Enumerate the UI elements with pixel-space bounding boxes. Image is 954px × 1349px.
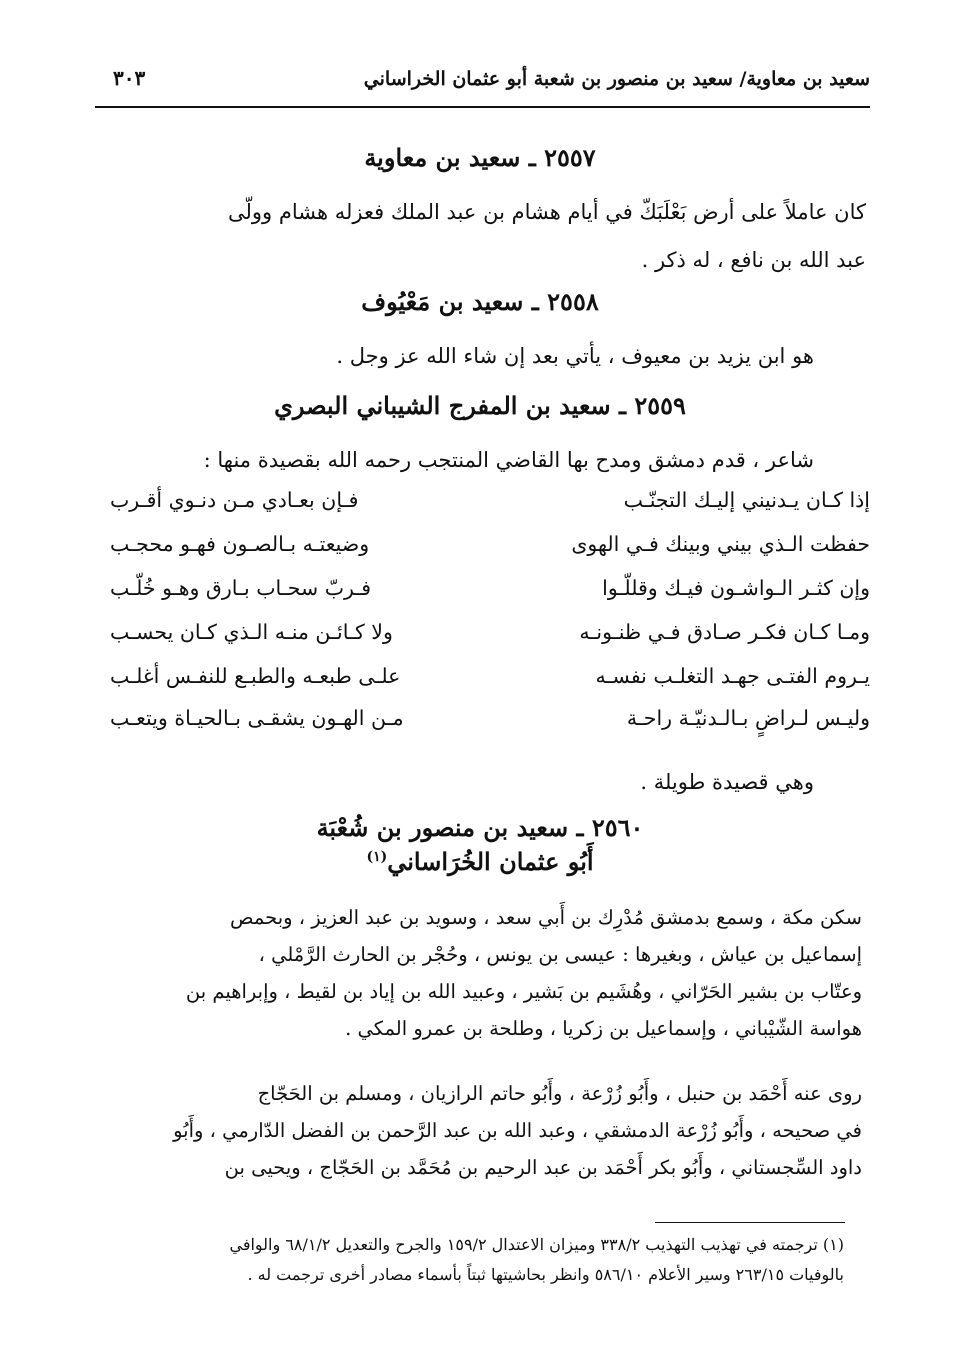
verse-second-hemistich: فـإن بعـادي مـن دنـوي أقـرب: [110, 488, 359, 512]
entry-heading-2559: ٢٥٥٩ ـ سعيد بن المفرج الشيباني البصري: [274, 391, 686, 420]
text-line: روى عنه أَحْمَد بن حنبل ، وأَبُو زُرْعة ، وأَبُو حاتم الرازيان ، ومسلم بن الحَجّاج: [257, 1082, 862, 1105]
verse-first-hemistich: حفظت الـذي بيني وبينك فـي الهوى: [571, 532, 870, 556]
footnote-line: (١) ترجمته في تهذيب التهذيب ٣٣٨/٢ وميزان الاعتدال ١٥٩/٢ والجرح والتعديل ٦٨/١/٢ والوافي: [229, 1235, 844, 1254]
text-line: إسماعيل بن عياش ، وبغيرها : عيسى بن يونس ، وحُجْر بن الحارث الرَّمْلي ،: [258, 943, 862, 966]
verse: [110, 488, 870, 528]
verse-second-hemistich: علـى طبعـه والطبـع للنفـس أغلـب: [110, 664, 401, 688]
text-line: عبد الله بن نافع ، له ذكر .: [641, 248, 866, 272]
footnote-rule: [655, 1222, 845, 1223]
verse-first-hemistich: إذا كـان يـدنيني إليـك التجنّـب: [623, 488, 870, 512]
verse: [110, 576, 870, 616]
entry-heading-2560: ٢٥٦٠ ـ سعيد بن منصور بن شُعْبَة: [316, 813, 644, 842]
footnote-line: بالوفيات ٢٦٣/١٥ وسير الأعلام ٥٨٦/١٠ وانظر بحاشيتها ثبتاً بأسماء مصادر أخرى ترجمت له .: [247, 1265, 844, 1284]
entry-body-2557: [96, 188, 866, 284]
text-line: شاعر ، قدم دمشق ومدح بها القاضي المنتجب رحمه الله بقصيدة منها :: [203, 448, 814, 472]
page-number: ٣٠٣: [113, 66, 146, 90]
verse-second-hemistich: مـن الهـون يشقـى بـالحيـاة ويتعـب: [110, 706, 404, 730]
text-line: هواسة الشّيْباني ، وإسماعيل بن زكريا ، وطلحة بن عمرو المكي .: [345, 1017, 862, 1040]
text-line: هو ابن يزيد بن معيوف ، يأتي بعد إن شاء الله عز وجل .: [336, 344, 814, 368]
running-head-title: سعيد بن معاوية/ سعيد بن منصور بن شعبة أبو عثمان الخراساني: [363, 68, 870, 90]
entry-body-2560-para1: [92, 899, 862, 1047]
poem: [110, 488, 870, 748]
verse-second-hemistich: فـربّ سحـاب بـارق وهـو خُلّـب: [110, 576, 372, 600]
verse-first-hemistich: وإن كثـر الـواشـون فيـك وقللّـوا: [602, 576, 870, 600]
header-rule: [95, 106, 870, 108]
verse-first-hemistich: يـروم الفتـى جهـد التغلـب نفسـه: [595, 664, 870, 688]
poem-closing: [44, 758, 814, 806]
text-line: كان عاملاً على أرض بَعْلَبَكّ في أيام هشام بن عبد الملك فعزله هشام وولّى: [228, 200, 866, 224]
verse-first-hemistich: ومـا كـان فكـر صـادق فـي ظنـونـه: [579, 620, 870, 644]
text-line: داود السِّجستاني ، وأَبُو بكر أَحْمَد بن عبد الرحيم بن مُحَمَّد بن الحَجّاج ، ويحيى بن: [224, 1156, 862, 1179]
verse-second-hemistich: ولا كـائـن منـه الـذي كـان يحسـب: [110, 620, 393, 644]
text-line: وهي قصيدة طويلة .: [640, 770, 814, 794]
running-head: [95, 60, 870, 100]
footnote: [99, 1230, 844, 1290]
entry-heading-2558: ٢٥٥٨ ـ سعيد بن مَعْيُوف: [361, 287, 599, 316]
entry-heading-2557: ٢٥٥٧ ـ سعيد بن معاوية: [364, 143, 596, 172]
text-line: وعتّاب بن بشير الحَرّاني ، وهُشَيم بن بَشير ، وعبيد الله بن إياد بن لقيط ، وإبراهيم بن: [185, 980, 862, 1003]
text-line: سكن مكة ، وسمع بدمشق مُدْرِك بن أَبي سعد ، وسويد بن عبد العزيز ، وبحمص: [230, 906, 862, 929]
verse: [110, 706, 870, 746]
verse-second-hemistich: وضيعتـه بـالصـون فهـو محجـب: [110, 532, 370, 556]
entry-subheading-2560: [100, 847, 860, 876]
text-line: في صحيحه ، وأَبُو زُرْعة الدمشقي ، وعبد الله بن عبد الرَّحمن بن الفضل الدّارمي ، وأَبُو: [173, 1119, 862, 1142]
entry-subheading-text: أَبُو عثمان الخُرَاساني: [387, 847, 594, 876]
entry-body-2560-para2: [92, 1075, 862, 1186]
entry-intro-2559: [44, 436, 814, 484]
verse-first-hemistich: وليـس لـراضٍ بـالـدنيّـة راحـة: [626, 706, 870, 730]
entry-body-2558: [44, 332, 814, 380]
footnote-reference: (١): [366, 849, 388, 865]
verse: [110, 532, 870, 572]
verse: [110, 664, 870, 704]
verse: [110, 620, 870, 660]
